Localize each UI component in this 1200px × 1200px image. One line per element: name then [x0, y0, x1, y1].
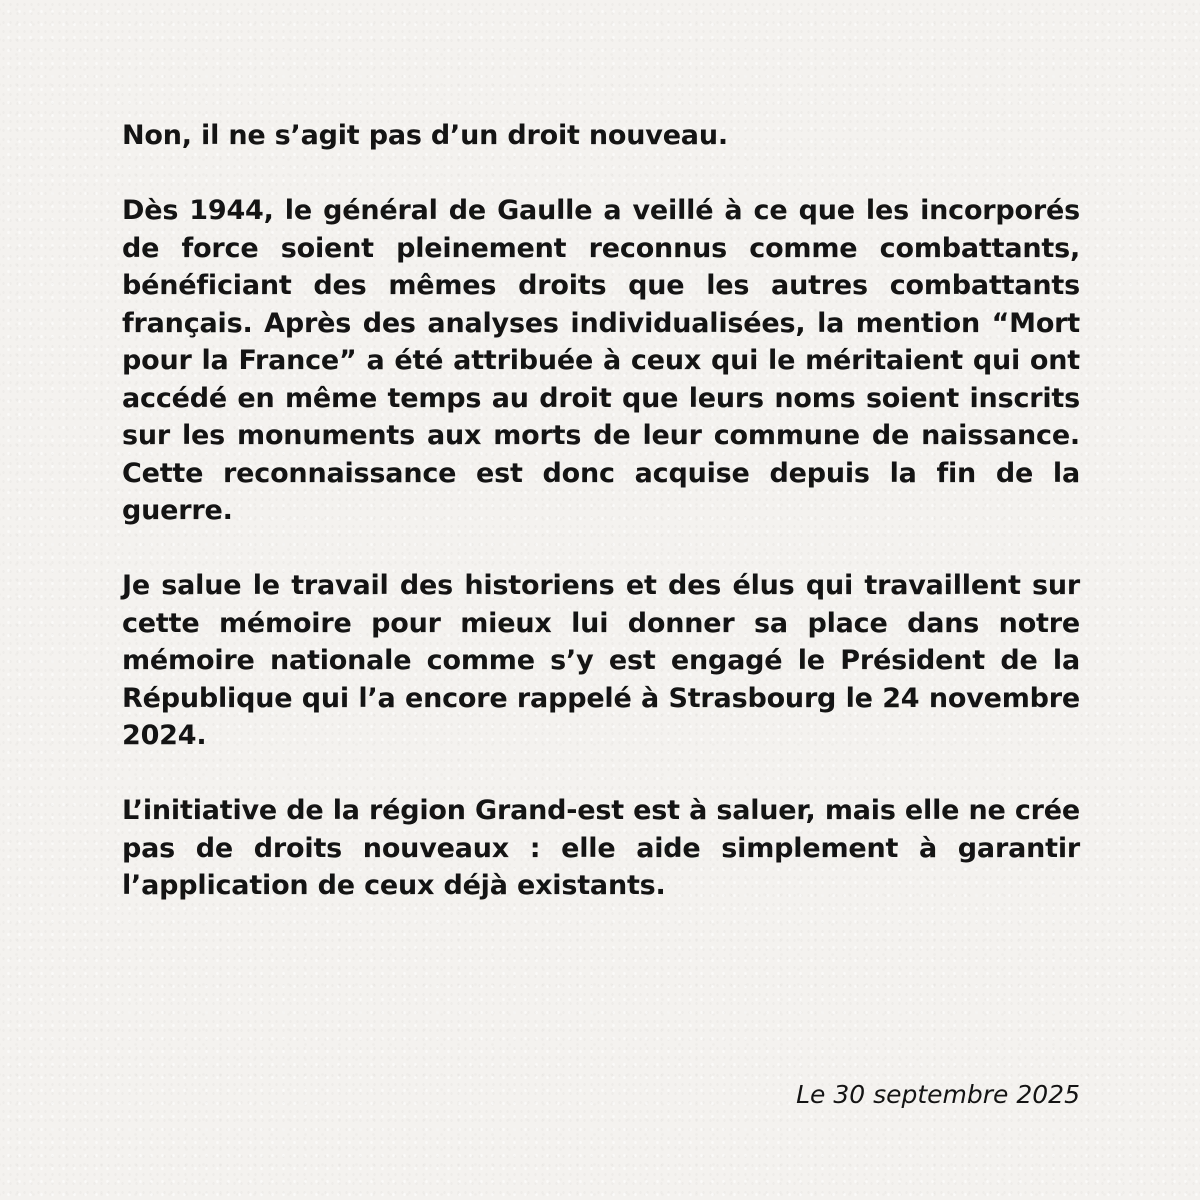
paragraph-memory: Je salue le travail des historiens et des élus qui travaillent sur cette mémoire pour mieux lui donner sa place dans notre mémoire nationale comme s’y est engagé le Président de la République qui l’a encore rappelé à Strasbourg le 24 novembre 2024. — [122, 570, 1080, 751]
paragraph-initiative: L’initiative de la région Grand-est est à saluer, mais elle ne crée pas de droits nouveaux : elle aide simplement à garantir l’application de ceux déjà existants. — [122, 795, 1080, 901]
paragraph-intro: Non, il ne s’agit pas d’un droit nouveau. — [122, 120, 728, 151]
statement-date: Le 30 septembre 2025 — [796, 1080, 1080, 1109]
paragraph-history: Dès 1944, le général de Gaulle a veillé à ce que les incorporés de force soient pleinement reconnus comme combattants, bénéficiant des mêmes droits que les autres combattants français. Après des analyses individualisées, la mention “Mort pour la France” a été attribuée à ceux qui le méritaient qui ont accédé en même temps au droit que leurs noms soient inscrits sur les monuments aux morts de leur commune de naissance. Cette reconnaissance est donc acquise depuis la fin de la guerre. — [122, 195, 1080, 526]
statement-body — [122, 117, 1080, 942]
